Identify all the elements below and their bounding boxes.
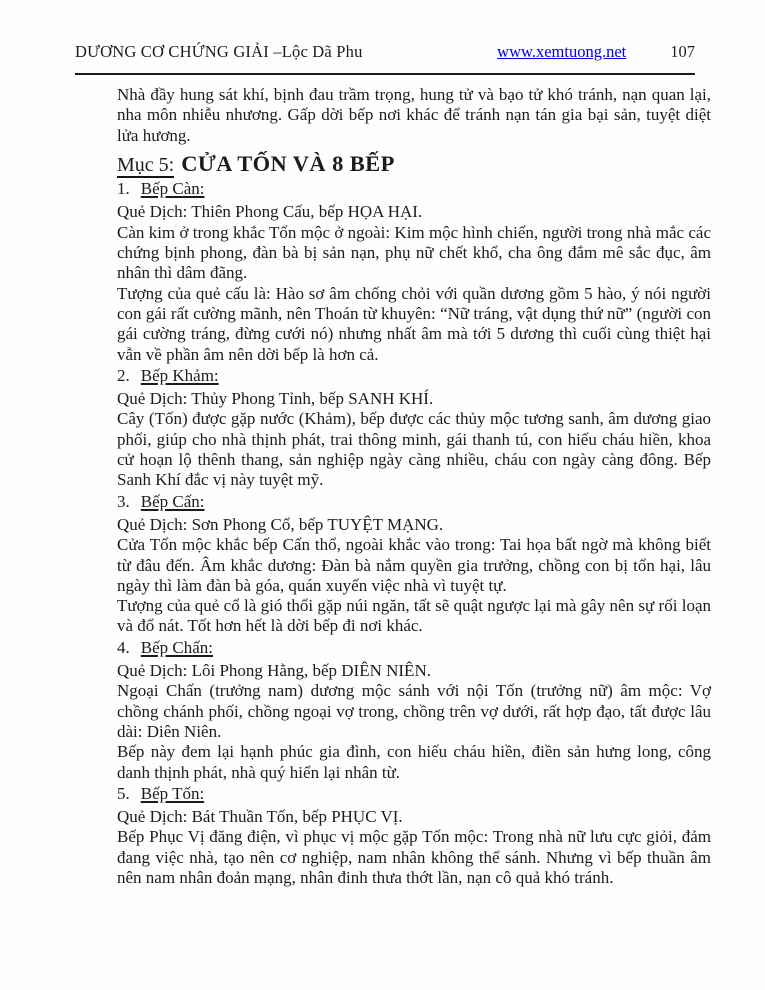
document-body (117, 85, 711, 888)
intro-paragraph: Nhà đầy hung sát khí, bịnh đau trầm trọng, hung tử và bạo tử khó tránh, nạn quan lại, nha môn nhiễu nhương. Gấp dời bếp nơi khác để tránh nạn tán gia bại sản, tuyệt diệt lửa hương. (117, 85, 711, 145)
paragraph: Bếp này đem lại hạnh phúc gia đình, con hiếu cháu hiền, điền sản hưng long, công danh thịnh phát, nhà quý hiển lại nhân từ. (117, 742, 711, 782)
list-item-bep-chan (117, 638, 711, 783)
page-number: 107 (670, 42, 695, 61)
header-divider (75, 73, 695, 75)
list-item-bep-ton (117, 784, 711, 888)
item-heading (117, 492, 711, 512)
item-number: 4. (117, 637, 130, 657)
list-item-bep-kham (117, 366, 711, 491)
item-number: 5. (117, 783, 130, 803)
item-heading (117, 179, 711, 199)
paragraph: Tượng của quẻ cổ là gió thổi gặp núi ngăn, tất sẽ quật ngược lại mà gây nên sự rối loạn và đổ nát. Tốt hơn hết là dời bếp đi nơi khác. (117, 596, 711, 636)
header-title: DƯƠNG CƠ CHỨNG GIẢI –Lộc Dã Phu (75, 42, 363, 61)
que-dich-line: Quẻ Dịch: Thủy Phong Tỉnh, bếp SANH KHÍ. (117, 389, 434, 409)
item-heading (117, 784, 711, 804)
item-name: Bếp Càn: (140, 179, 205, 199)
item-number: 1. (117, 179, 130, 199)
que-dich-line: Quẻ Dịch: Lôi Phong Hằng, bếp DIÊN NIÊN. (117, 661, 431, 681)
section-heading-label: Mục 5: (117, 153, 175, 176)
list-item-bep-can2 (117, 492, 711, 637)
item-heading (117, 638, 711, 658)
section-heading-title: CỬA TỐN VÀ 8 BẾP (181, 150, 395, 176)
que-dich-line: Quẻ Dịch: Bát Thuần Tốn, bếp PHỤC VỊ. (117, 807, 403, 827)
paragraph: Cây (Tốn) được gặp nước (Khảm), bếp được các thủy mộc tương sanh, âm dương giao phối, giúp cho nhà thịnh phát, trai thông minh, gái thanh tú, con hiếu cháu hiền, khoa cử hoạn lộ thênh thang, sản nghiệp ngày càng nhiều, cháu con ngày càng đông. Bếp Sanh Khí đắc vị này tuyệt mỹ. (117, 409, 711, 490)
list-item-bep-can (117, 179, 711, 365)
item-name: Bếp Tốn: (140, 783, 205, 803)
page-header (75, 42, 695, 62)
paragraph: Ngoại Chấn (trưởng nam) dương mộc sánh với nội Tốn (trưởng nữ) âm mộc: Vợ chồng chánh phối, chồng ngoại vợ trong, chồng trên vợ dưới, rất hợp đạo, tất được lâu dài: Diên Niên. (117, 681, 711, 741)
item-number: 3. (117, 491, 130, 511)
item-heading (117, 366, 711, 386)
item-name: Bếp Khảm: (140, 365, 219, 385)
paragraph: Bếp Phục Vị đăng điện, vì phục vị mộc gặp Tốn mộc: Trong nhà nữ lưu cực giỏi, đảm đang việc nhà, tạo nên cơ nghiệp, nam nhân không thể sánh. Nhưng vì bếp thuần âm nên nam nhân đoản mạng, nhân đinh thưa thớt lần, nạn cô quả khó tránh. (117, 827, 711, 887)
que-dich-line: Quẻ Dịch: Thiên Phong Cấu, bếp HỌA HẠI. (117, 202, 423, 222)
paragraph: Tượng của quẻ cấu là: Hào sơ âm chống chỏi với quần dương gồm 5 hào, ý nói người con gái rất cường mãnh, nên Thoán từ khuyên: “Nữ tráng, vật dụng thứ nữ” (người con gái cường tráng, đừng cưới nó) nhưng nhất âm mà tới 5 dương thì cuối cùng thiệt hại vẫn về phần âm nên dời bếp là hơn cả. (117, 283, 711, 364)
item-name: Bếp Cấn: (140, 491, 205, 511)
item-number: 2. (117, 365, 130, 385)
item-name: Bếp Chấn: (140, 637, 213, 657)
header-link[interactable]: www.xemtuong.net (497, 42, 627, 61)
que-dich-line: Quẻ Dịch: Sơn Phong Cổ, bếp TUYỆT MẠNG. (117, 514, 444, 534)
section-heading (117, 150, 711, 176)
paragraph: Càn kim ở trong khắc Tốn mộc ở ngoài: Kim mộc hình chiến, người trong nhà mắc các chứng bịnh phong, đàn bà bị sản nạn, phụ nữ chết khổ, cha ông đắm mê sắc đục, âm nhân thì dâm đãng. (117, 222, 711, 283)
paragraph: Cửa Tốn mộc khắc bếp Cấn thổ, ngoài khắc vào trong: Tai họa bất ngờ mà không biết từ đâu đến. Âm khắc dương: Đàn bà nắm quyền gia trưởng, chồng con bị tổn hại, lâu ngày thì làm đàn bà góa, quán xuyến việc nhà vì tuyệt tự. (117, 535, 711, 595)
